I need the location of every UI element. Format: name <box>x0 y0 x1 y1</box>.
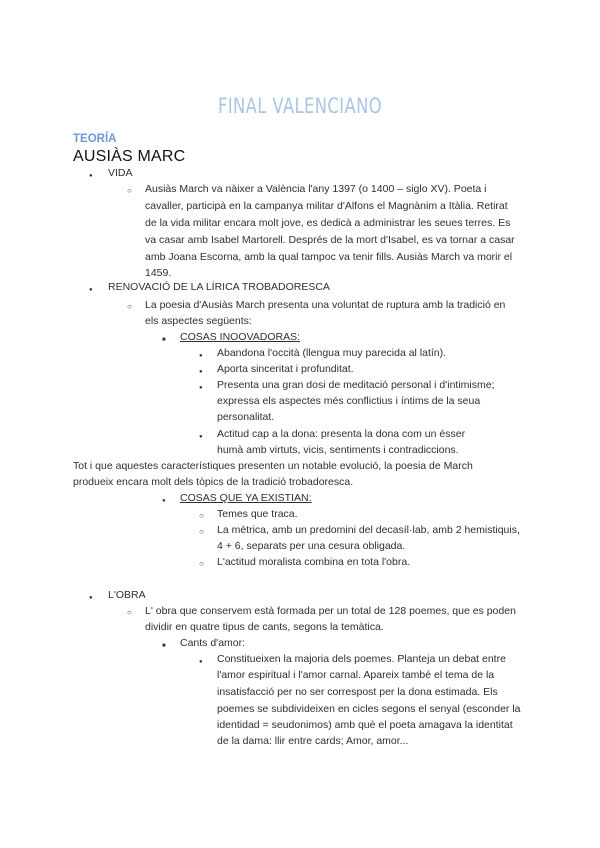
existian-item: 4 + 6, separats per una cesura obligada. <box>217 540 406 552</box>
bullet-circle <box>199 507 204 524</box>
vida-heading: VIDA <box>108 167 133 179</box>
bullet-circle <box>127 604 132 621</box>
innovadora-item: Actitud cap a la dona: presenta la dona com un ésser <box>217 428 466 440</box>
bullet-disc <box>199 652 203 671</box>
vida-line: amb Joana Escorna, amb la qual tampoc va tenir fills. Ausiàs March va morir el <box>145 251 513 263</box>
renovacio-intro-line: els aspectes següents: <box>145 315 252 327</box>
innovadora-item: Aporta sinceritat i profunditat. <box>217 363 354 375</box>
vida-line: Ausiàs March va nàixer a València l'any 1397 (o 1400 – siglo XV). Poeta i <box>145 183 487 195</box>
existian-item: La mètrica, amb un predomini del decasíl·lab, amb 2 hemistiquis, <box>217 524 520 536</box>
bullet-disc <box>89 588 93 607</box>
bullet-disc <box>162 491 166 510</box>
bullet-circle <box>127 182 132 199</box>
page-title: FINAL VALENCIANO <box>218 94 382 118</box>
vida-line: de la vida militar encara molt jove, es dedicà a administrar les seues terres. Es <box>145 217 511 229</box>
existian-item: L'actitud moralista combina en tota l'obra. <box>217 556 411 568</box>
cants-line: insatisfacció per no ser correspost per la dona estimada. Els <box>217 686 498 698</box>
section-label: TEORÍA <box>73 133 117 145</box>
bullet-circle <box>199 555 204 572</box>
cants-line: identidad = seudonimos) amb què el poeta amagava la identitat <box>217 719 513 731</box>
innovadora-item: personalitat. <box>217 411 275 423</box>
bullet-square <box>162 330 166 349</box>
existian-item: Temes que traca. <box>217 508 298 520</box>
bullet-disc <box>89 280 93 299</box>
obra-intro-line: dividir en quatre tipus de cants, segons la temàtica. <box>145 621 384 633</box>
existian-heading: COSAS QUE YA EXISTIAN: <box>180 492 312 504</box>
obra-intro-line: L' obra que conservem està formada per un total de 128 poemes, que es poden <box>145 605 516 617</box>
obra-heading: L'OBRA <box>108 589 146 601</box>
bullet-disc <box>199 378 203 397</box>
cants-line: l'amor espiritual i l'amor carnal. Apareix també el tema de la <box>217 669 495 681</box>
renovacio-heading: RENOVACIÓ DE LA LÍRICA TROBADORESCA <box>108 281 330 293</box>
cants-line: de la dama: llir entre cards; Amor, amor... <box>217 735 409 747</box>
vida-line: va casar amb Isabel Martorell. Després de la mort d'Isabel, es va tornar a casar <box>145 234 515 246</box>
vida-line: 1459. <box>145 267 172 279</box>
bullet-disc <box>199 427 203 446</box>
cants-heading: Cants d'amor: <box>180 637 246 649</box>
paragraph-line: produeix encara molt dels tòpics de la tradició trobadoresca. <box>73 476 354 488</box>
bullet-disc <box>89 166 93 185</box>
innovadora-item: humà amb virtuts, vicis, sentiments i contradiccions. <box>217 444 459 456</box>
renovacio-intro-line: La poesia d'Ausiàs March presenta una voluntat de ruptura amb la tradició en <box>145 299 506 311</box>
cants-line: Constitueixen la majoria dels poemes. Planteja un debat entre <box>217 653 506 665</box>
paragraph-line: Tot i que aquestes característiques presenten un notable evolució, la poesia de March <box>73 460 473 472</box>
bullet-circle <box>127 298 132 315</box>
innovadora-item: Abandona l'occità (llengua muy parecida al latín). <box>217 347 447 359</box>
innovadora-item: Presenta una gran dosi de meditació personal i d'intimisme; <box>217 379 495 391</box>
cants-line: poemes se subdivideixen en cicles segons el senyal (esconder la <box>217 703 521 715</box>
author-heading: AUSIÀS MARC <box>73 148 186 165</box>
innovadora-item: expressa els aspectes més conflictius i íntims de la seua <box>217 395 481 407</box>
bullet-circle <box>199 523 204 540</box>
innovadoras-heading: COSAS INOOVADORAS: <box>180 331 300 343</box>
vida-line: cavaller, participà en la campanya militar d'Alfons el Magnànim a Itàlia. Retirat <box>145 200 508 212</box>
bullet-square <box>162 636 166 655</box>
